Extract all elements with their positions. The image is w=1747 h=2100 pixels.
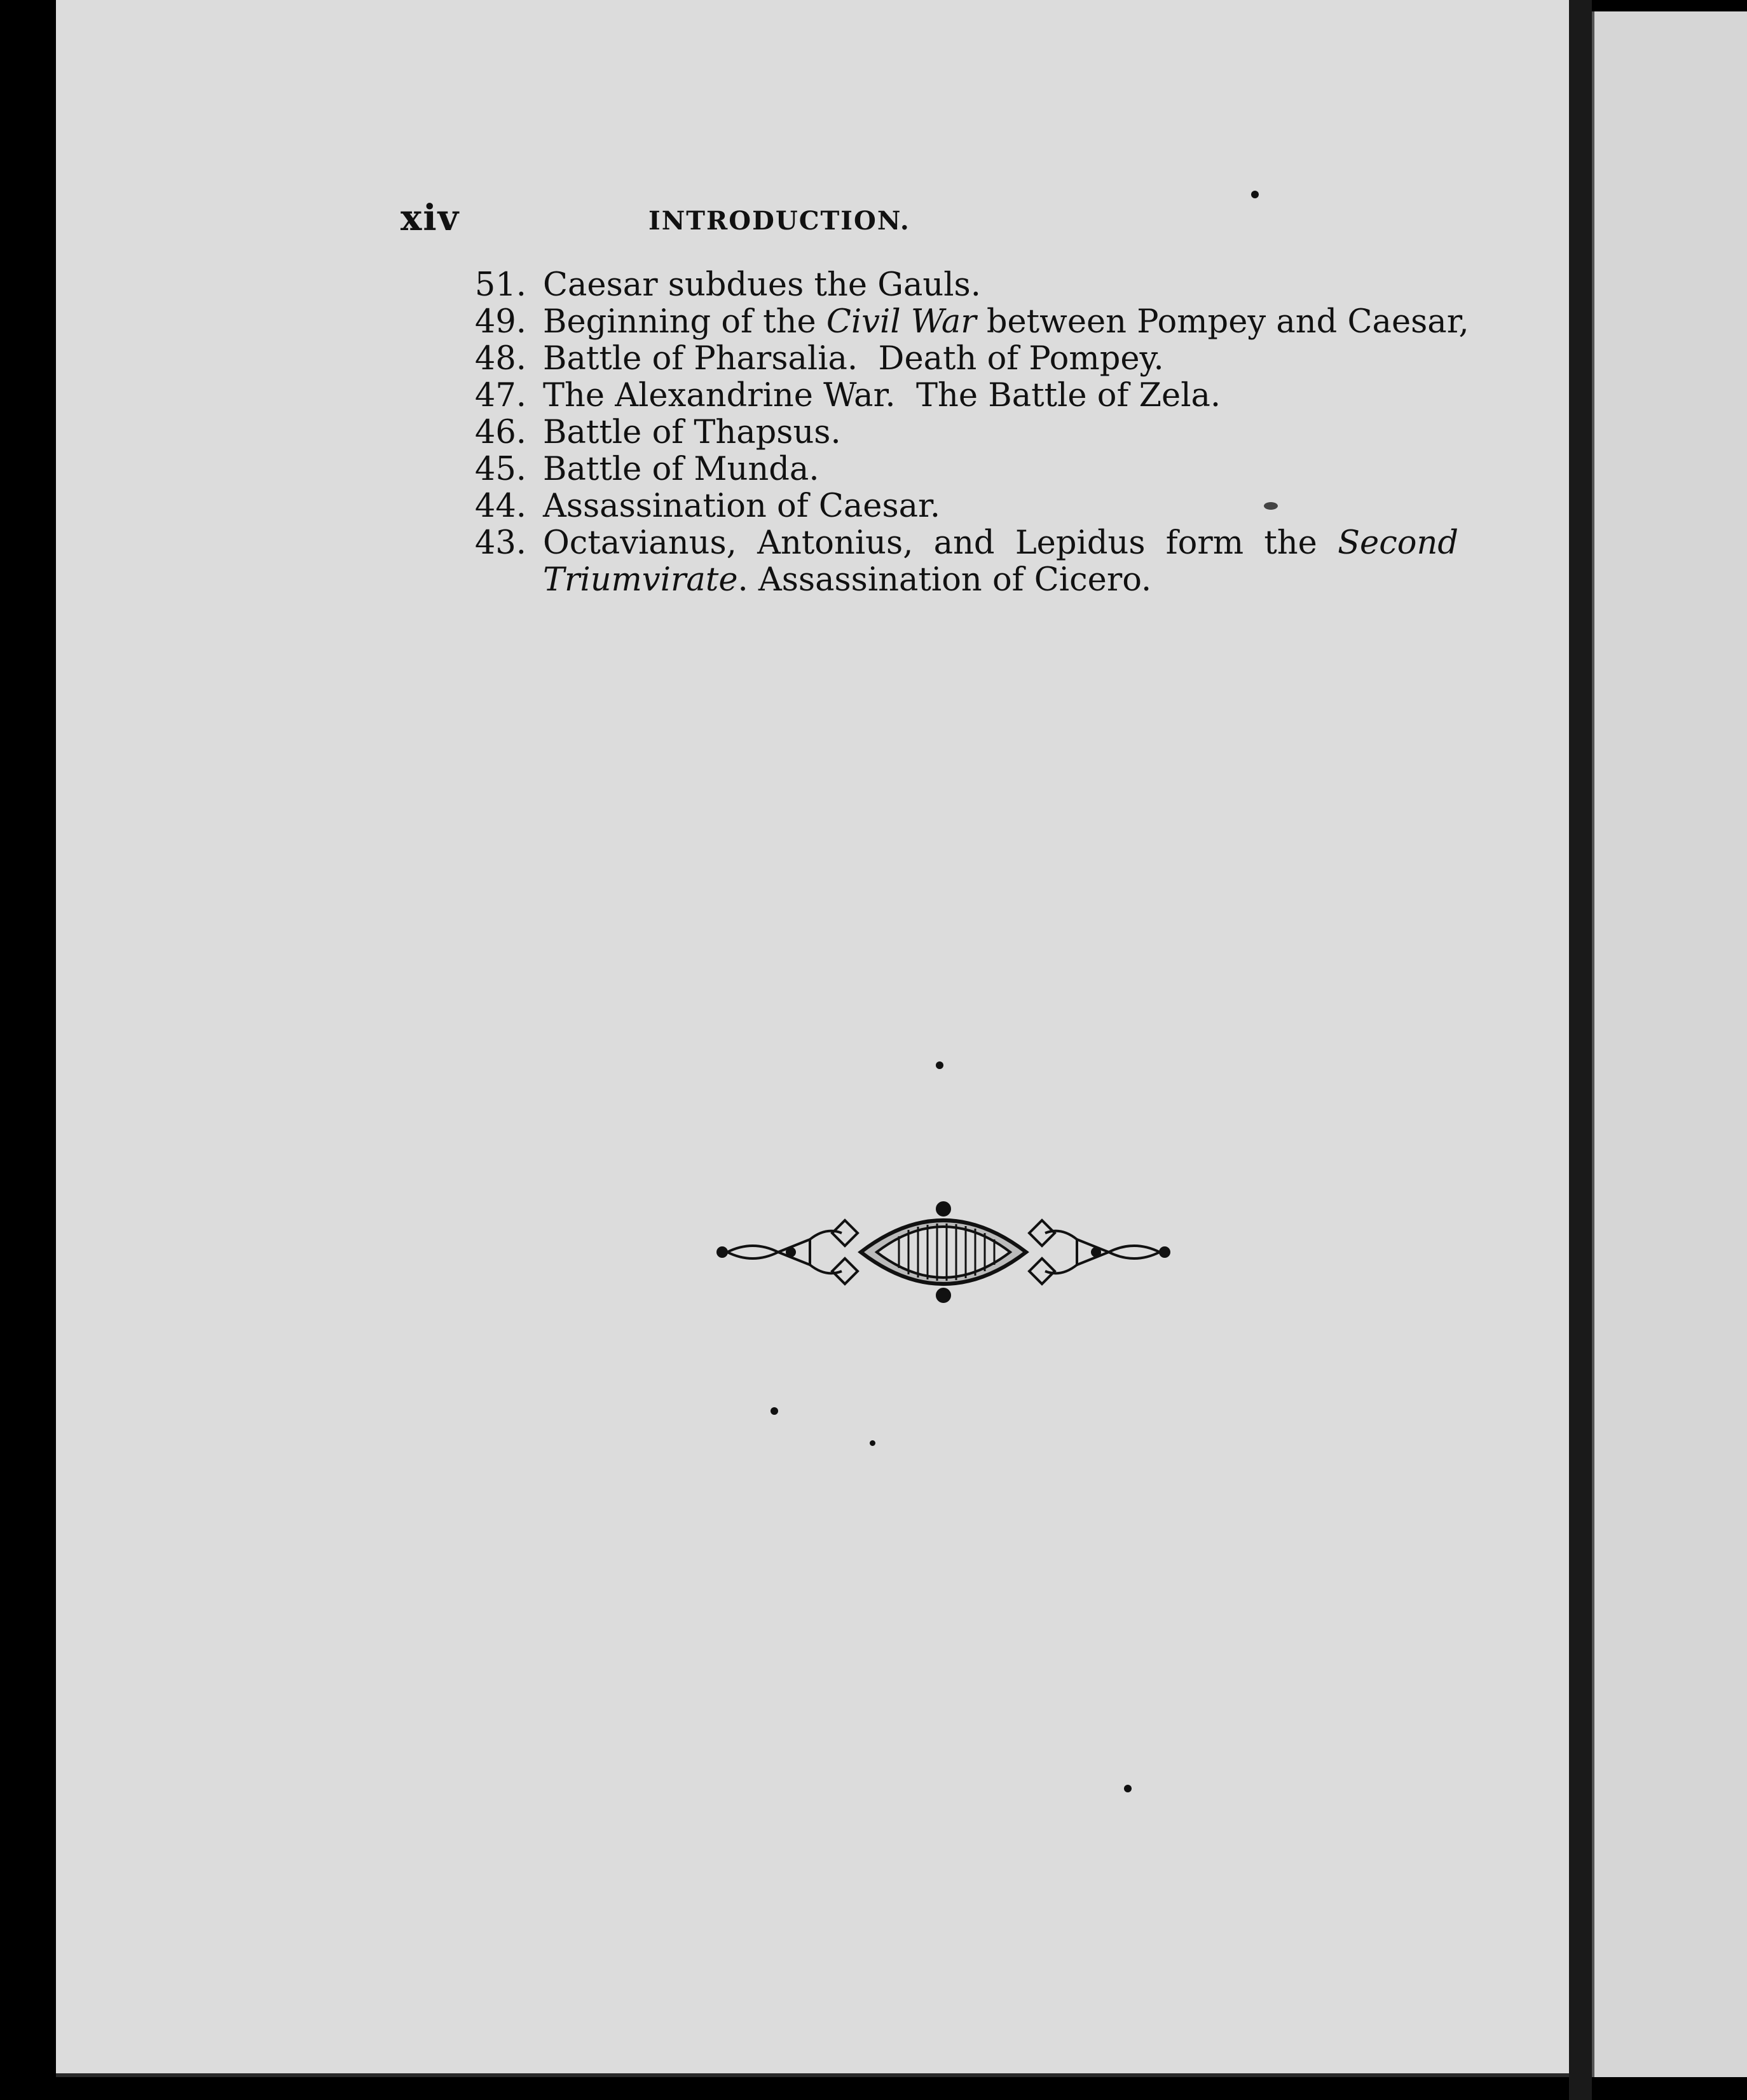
- page-header: [401, 197, 1106, 239]
- entry-year: 46.: [474, 414, 526, 451]
- chronology-entry: [463, 378, 1467, 414]
- italic-term: Civil War: [826, 303, 976, 341]
- ink-speck: [1124, 1785, 1132, 1792]
- chronology-entry: [463, 414, 1467, 451]
- chronology-entry: [463, 267, 1467, 304]
- entry-text: Octavianus, Antonius, and Lepidus form the Second Triumvirate. Assassination of Cicero.: [543, 524, 1458, 599]
- ink-speck: [936, 1061, 943, 1069]
- entry-year: 44.: [474, 488, 526, 525]
- chronology-list: [463, 267, 1467, 599]
- chronology-entry: [463, 304, 1467, 341]
- italic-term: Second Triumvirate: [543, 524, 1458, 599]
- entry-text: The Alexandrine War. The Battle of Zela.: [543, 377, 1221, 414]
- entry-year: 43.: [474, 524, 526, 562]
- ink-speck: [870, 1440, 875, 1446]
- chronology-entry: [463, 488, 1467, 525]
- entry-text: Battle of Munda.: [543, 451, 819, 488]
- entry-text: Caesar subdues the Gauls.: [543, 266, 981, 304]
- entry-text: Battle of Thapsus.: [543, 414, 841, 451]
- ink-smudge: [1264, 502, 1278, 510]
- entry-text: Battle of Pharsalia. Death of Pompey.: [543, 340, 1164, 378]
- page-number: xiv: [401, 197, 460, 239]
- chronology-entry: [463, 341, 1467, 378]
- chronology-entry: [463, 525, 1467, 599]
- ink-speck: [771, 1407, 778, 1415]
- book-page: [56, 0, 1569, 2077]
- ink-speck: [1251, 191, 1259, 198]
- chronology-entry: [463, 451, 1467, 488]
- entry-year: 51.: [474, 266, 526, 304]
- tailpiece-ornament-icon: [715, 1195, 1172, 1309]
- facing-page-edge: [1592, 11, 1747, 2077]
- entry-year: 47.: [474, 377, 526, 414]
- entry-text: Assassination of Caesar.: [543, 488, 941, 525]
- entry-text: Beginning of the Civil War between Pompey and Caesar,: [543, 303, 1469, 341]
- running-head: INTRODUCTION.: [648, 206, 910, 236]
- entry-year: 49.: [474, 303, 526, 341]
- entry-year: 48.: [474, 340, 526, 378]
- entry-year: 45.: [474, 451, 526, 488]
- book-gutter: [1569, 0, 1592, 2100]
